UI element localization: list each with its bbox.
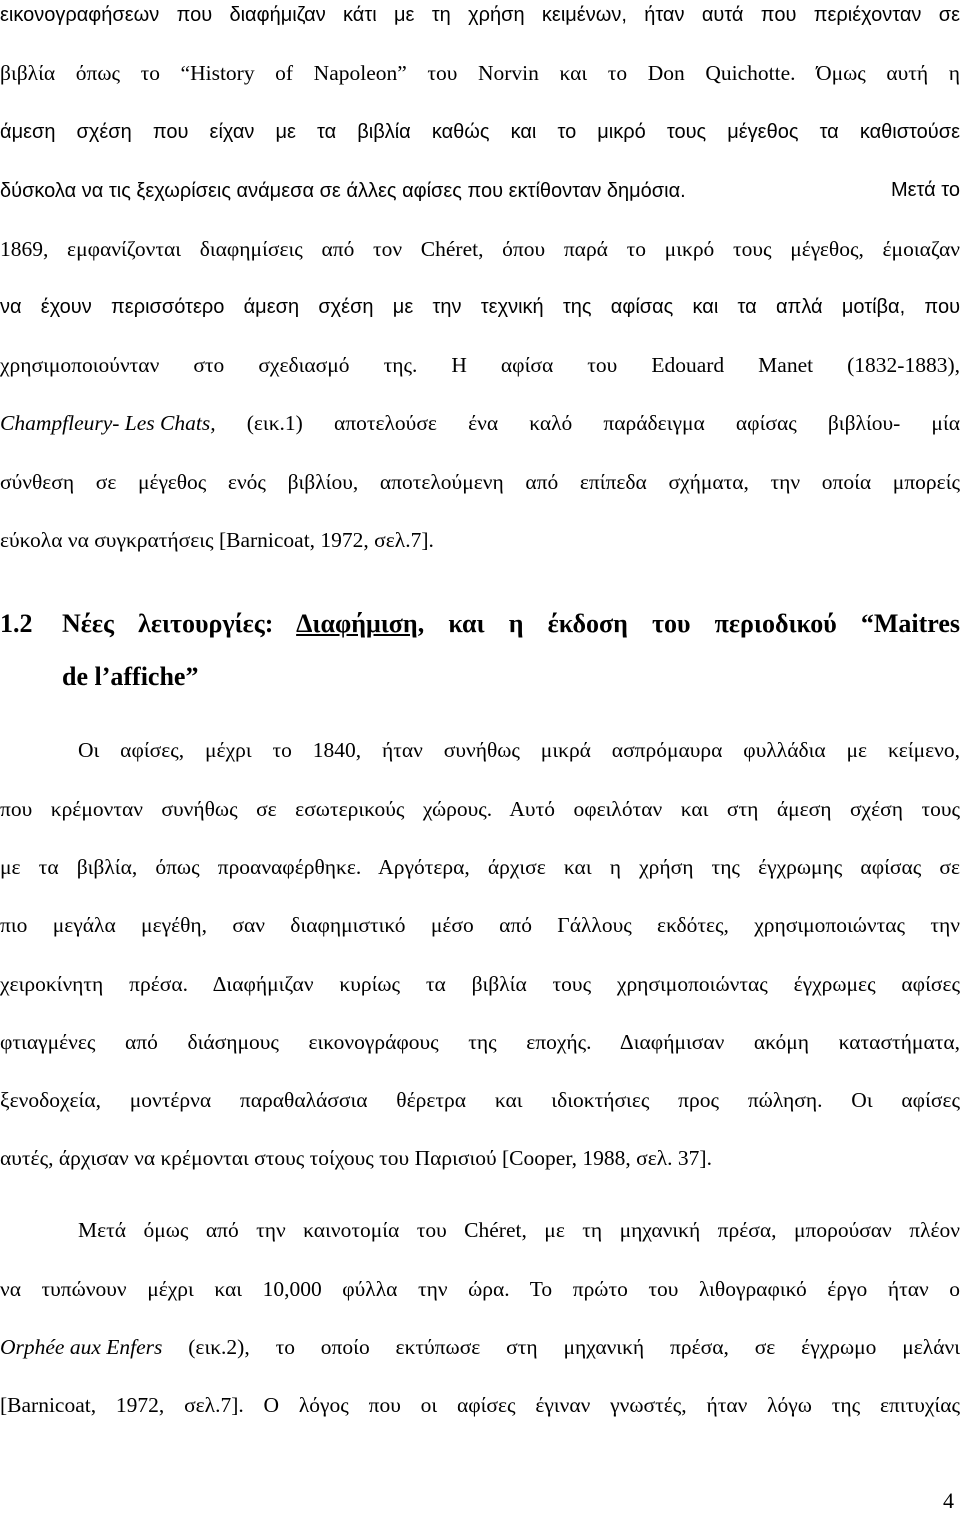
text-fragment: (εικ.2), το οποίο εκτύπωσε στη μηχανική πρέσα, σε έγχρωμο μελάνι xyxy=(162,1335,960,1359)
text-line: που κρέμονταν συνήθως σε εσωτερικούς χώρους. Αυτό οφειλόταν και στη άμεση σχέση τους xyxy=(0,797,960,821)
section-title-line2: de l’affiche” xyxy=(62,662,199,691)
text-line: φτιαγμένες από διάσημους εικονογράφους της εποχής. Διαφήμισαν ακόμη καταστήματα, xyxy=(0,1030,960,1054)
text-line: να τυπώνουν μέχρι και 10,000 φύλλα την ώρα. Το πρώτο του λιθογραφικό έργο ήταν ο xyxy=(0,1277,960,1301)
text-line: Μετά όμως από την καινοτομία του Chéret, με τη μηχανική πρέσα, μπορούσαν πλέον xyxy=(78,1218,960,1242)
text-line: χειροκίνητη πρέσα. Διαφήμιζαν κυρίως τα βιβλία τους χρησιμοποιώντας έγχρωμες αφίσες xyxy=(0,972,960,996)
text-line: πιο μεγάλα μεγέθη, σαν διαφημιστικό μέσο από Γάλλους εκδότες, χρησιμοποιώντας την xyxy=(0,913,960,937)
text-line: ξενοδοχεία, μοντέρνα παραθαλάσσια θέρετρα και ιδιοκτήσιες προς πώληση. Οι αφίσες xyxy=(0,1088,960,1112)
heading-text: , και η έκδοση του περιοδικού “Maitres xyxy=(417,609,960,638)
text-fragment: (εικ.1) αποτελούσε ένα καλό παράδειγμα αφίσας βιβλίου- μία xyxy=(215,411,960,435)
heading-text: Νέες λειτουργίες: xyxy=(62,609,297,638)
text-line xyxy=(0,1332,960,1362)
text-line xyxy=(0,175,960,206)
text-line: αυτές, άρχισαν να κρέμονται στους τοίχους του Παρισιού [Cooper, 1988, σελ. 37]. xyxy=(0,1146,712,1170)
book-title: Champfleury- Les Chats, xyxy=(0,411,216,435)
text-line: με τα βιβλία, όπως προαναφέρθηκε. Αργότερα, άρχισε και η χρήση της έγχρωμης αφίσας σε xyxy=(0,855,960,879)
text-fragment: δύσκολα να τις ξεχωρίσεις ανάμεσα σε άλλες αφίσες που εκτίθονταν δημόσια. xyxy=(0,180,686,202)
work-title: Orphée aux Enfers xyxy=(0,1335,163,1359)
heading-underlined-text: Διαφήμιση xyxy=(296,609,418,638)
text-line: 1869, εμφανίζονται διαφημίσεις από τον Chéret, όπου παρά το μικρό τους μέγεθος, έμοιαζαν xyxy=(0,237,960,261)
text-line: να έχουν περισσότερο άμεση σχέση με την τεχνική της αφίσας και τα απλά μοτίβα, που xyxy=(0,296,960,318)
text-line: εύκολα να συγκρατήσεις [Barnicoat, 1972, σελ.7]. xyxy=(0,528,434,552)
text-line: βιβλία όπως το “History of Napoleon” του Norvin και το Don Quichotte. Όμως αυτή η xyxy=(0,61,960,85)
section-number: 1.2 xyxy=(0,609,33,638)
page-number: 4 xyxy=(943,1488,954,1513)
text-fragment: Μετά το xyxy=(890,179,960,201)
section-title xyxy=(62,607,960,641)
text-line xyxy=(0,408,960,438)
text-line: [Barnicoat, 1972, σελ.7]. Ο λόγος που οι αφίσες έγιναν γνωστές, ήταν λόγω της επιτυχίας xyxy=(0,1393,960,1417)
text-line: άμεση σχέση που είχαν με τα βιβλία καθώς και το μικρό τους μέγεθος τα καθιστούσε xyxy=(0,121,960,143)
text-line: Οι αφίσες, μέχρι το 1840, ήταν συνήθως μικρά ασπρόμαυρα φυλλάδια με κείμενο, xyxy=(78,738,960,762)
text-line: εικονογραφήσεων που διαφήμιζαν κάτι με τη χρήση κειμένων, ήταν αυτά που περιέχονταν σε xyxy=(0,4,960,26)
text-line: χρησιμοποιούνταν στο σχεδιασμό της. Η αφίσα του Edouard Manet (1832-1883), xyxy=(0,353,960,377)
text-line: σύνθεση σε μέγεθος ενός βιβλίου, αποτελούμενη από επίπεδα σχήματα, την οποία μπορείς xyxy=(0,470,960,494)
